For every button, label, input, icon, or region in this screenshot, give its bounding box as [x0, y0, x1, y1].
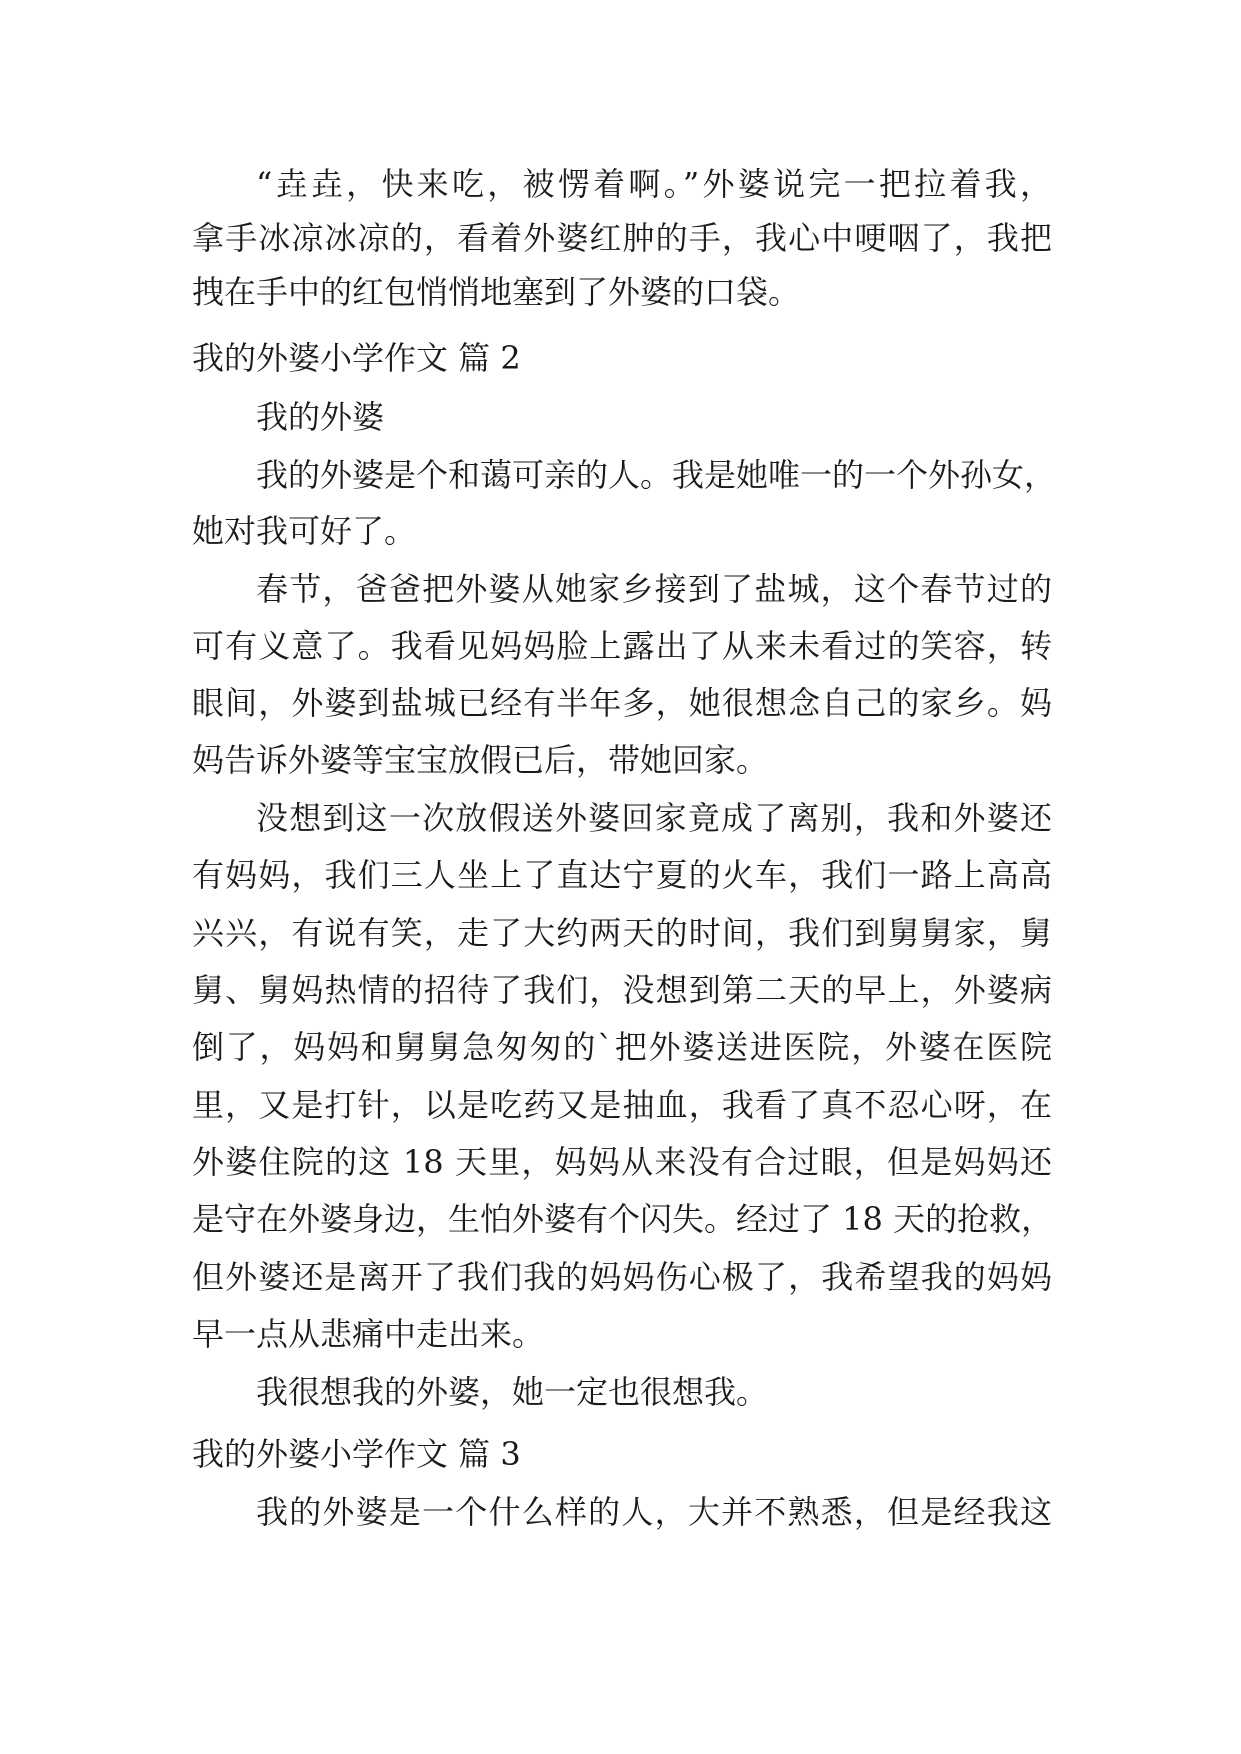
- paragraph-line: 没想到这一次放假送外婆回家竟成了离别，我和外婆还: [256, 799, 1052, 837]
- paragraph-line: 外婆住院的这 18 天里，妈妈从来没有合过眼，但是妈妈还: [192, 1143, 1052, 1181]
- paragraph-line: 眼间，外婆到盐城已经有半年多，她很想念自己的家乡。妈: [192, 684, 1052, 722]
- paragraph-line: 早一点从悲痛中走出来。: [192, 1315, 545, 1353]
- paragraph-line: 兴兴，有说有笑，走了大约两天的时间，我们到舅舅家，舅: [192, 914, 1052, 952]
- paragraph-line: 可有义意了。我看见妈妈脸上露出了从来未看过的笑容，转: [192, 627, 1052, 665]
- essay-title: 我的外婆: [256, 398, 385, 436]
- paragraph-line: 舅、舅妈热情的招待了我们，没想到第二天的早上，外婆病: [192, 971, 1052, 1009]
- paragraph-line: 拽在手中的红包悄悄地塞到了外婆的口袋。: [192, 273, 801, 311]
- paragraph-line: 拿手冰凉冰凉的，看着外婆红肿的手，我心中哽咽了，我把: [192, 219, 1052, 257]
- paragraph-line: 倒了，妈妈和舅舅急匆匆的`把外婆送进医院，外婆在医院: [192, 1028, 1052, 1066]
- section-heading: 我的外婆小学作文 篇 2: [192, 339, 521, 377]
- paragraph-line: 有妈妈，我们三人坐上了直达宁夏的火车，我们一路上高高: [192, 856, 1052, 894]
- paragraph-line: 是守在外婆身边，生怕外婆有个闪失。经过了 18 天的抢救，: [192, 1200, 1054, 1238]
- paragraph-line: 我很想我的外婆，她一定也很想我。: [256, 1373, 769, 1411]
- paragraph-line: 里，又是打针，以是吃药又是抽血，我看了真不忍心呀，在: [192, 1086, 1052, 1124]
- section-heading: 我的外婆小学作文 篇 3: [192, 1435, 521, 1473]
- paragraph-line: 但外婆还是离开了我们我的妈妈伤心极了，我希望我的妈妈: [192, 1258, 1052, 1296]
- paragraph-line: 妈告诉外婆等宝宝放假已后，带她回家。: [192, 741, 769, 779]
- paragraph-line: 我的外婆是一个什么样的人，大并不熟悉，但是经我这: [256, 1493, 1052, 1531]
- paragraph-line: “垚垚，快来吃，被愣着啊。”外婆说完一把拉着我，: [256, 165, 1052, 203]
- paragraph-line: 她对我可好了。: [192, 512, 417, 550]
- paragraph-line: 我的外婆是个和蔼可亲的人。我是她唯一的一个外孙女，: [256, 456, 1057, 494]
- paragraph-line: 春节，爸爸把外婆从她家乡接到了盐城，这个春节过的: [256, 570, 1052, 608]
